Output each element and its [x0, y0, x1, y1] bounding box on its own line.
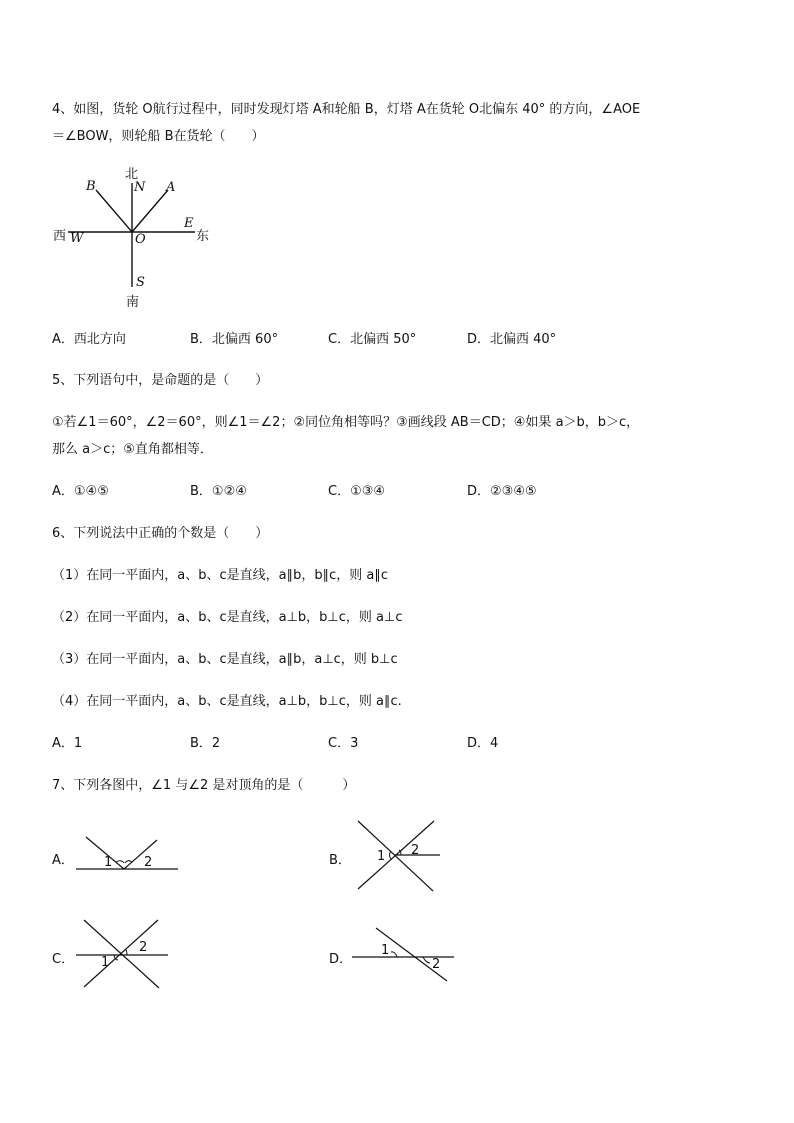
label-west-char: 西: [53, 229, 67, 244]
q6-option-a[interactable]: A．1: [52, 736, 83, 751]
label-n: N: [134, 180, 146, 195]
q4-stem-line2: ＝∠BOW，则轮船 B在货轮（ ）: [52, 129, 265, 144]
ray-oa: [132, 190, 168, 232]
q7-figure-c[interactable]: [72, 915, 172, 995]
ray-ob: [96, 190, 132, 232]
q7-option-a[interactable]: A．: [52, 853, 74, 868]
q5-option-d[interactable]: D．②③④⑤: [467, 484, 537, 499]
q7-option-b[interactable]: B．: [329, 853, 351, 868]
q7-figure-a[interactable]: [72, 825, 187, 880]
q5-option-b[interactable]: B．①②④: [190, 484, 247, 499]
label-east-char: 东: [196, 229, 210, 244]
q6-item-1: （1）在同一平面内，a、b、c是直线，a∥b，b∥c，则 a∥c: [52, 568, 389, 583]
q7b-angle-1: 1: [377, 849, 386, 864]
q7d-angle-2: 2: [432, 957, 441, 972]
label-north-char: 北: [125, 167, 139, 182]
q5-option-a[interactable]: A．①④⑤: [52, 484, 109, 499]
q6-option-d[interactable]: D．4: [467, 736, 499, 751]
q6-item-3: （3）在同一平面内，a、b、c是直线，a∥b，a⊥c，则 b⊥c: [52, 652, 398, 667]
q7-figure-b[interactable]: [350, 815, 450, 895]
q4-option-d[interactable]: D．北偏西 40°: [467, 332, 557, 347]
q7-option-c[interactable]: C．: [52, 952, 75, 967]
q5-stem: 5、下列语句中，是命题的是（ ）: [52, 373, 269, 388]
label-a: A: [166, 180, 176, 195]
q4-option-c[interactable]: C．北偏西 50°: [328, 332, 417, 347]
q4-option-a[interactable]: A．西北方向: [52, 332, 126, 347]
q7d-angle-1: 1: [381, 943, 390, 958]
q6-option-b[interactable]: B．2: [190, 736, 221, 751]
q6-option-c[interactable]: C．3: [328, 736, 359, 751]
label-s: S: [136, 275, 145, 290]
q7-stem: 7、下列各图中，∠1 与∠2 是对顶角的是（ ）: [52, 778, 356, 793]
label-o: O: [135, 232, 146, 247]
label-w: W: [70, 231, 84, 246]
q7c-angle-2: 2: [139, 940, 148, 955]
q5-statements-line1: ①若∠1＝60°，∠2＝60°，则∠1＝∠2；②同位角相等吗？③画线段 AB＝CD；④如果 a＞b，b＞c，: [52, 415, 640, 430]
q7b-angle-2: 2: [411, 843, 420, 858]
label-south-char: 南: [126, 295, 140, 310]
q7a-angle-1: 1: [104, 855, 113, 870]
q4-stem-line1: 4、如图，货轮 O航行过程中，同时发现灯塔 A和轮船 B，灯塔 A在货轮 O北偏东 40° 的方向，∠AOE: [52, 102, 641, 117]
q6-stem: 6、下列说法中正确的个数是（ ）: [52, 526, 269, 541]
q5-statements-line2: 那么 a＞c；⑤直角都相等．: [52, 442, 213, 457]
label-b: B: [86, 179, 96, 194]
q7c-angle-1: 1: [101, 955, 110, 970]
q7a-angle-2: 2: [144, 855, 153, 870]
label-e: E: [184, 216, 194, 231]
q7-figure-d[interactable]: [350, 920, 460, 985]
q6-item-2: （2）在同一平面内，a、b、c是直线，a⊥b，b⊥c，则 a⊥c: [52, 610, 403, 625]
q5-option-c[interactable]: C．①③④: [328, 484, 386, 499]
q6-item-4: （4）在同一平面内，a、b、c是直线，a⊥b，b⊥c，则 a∥c.: [52, 694, 402, 709]
q7-option-d[interactable]: D．: [329, 952, 353, 967]
q4-option-b[interactable]: B．北偏西 60°: [190, 332, 279, 347]
